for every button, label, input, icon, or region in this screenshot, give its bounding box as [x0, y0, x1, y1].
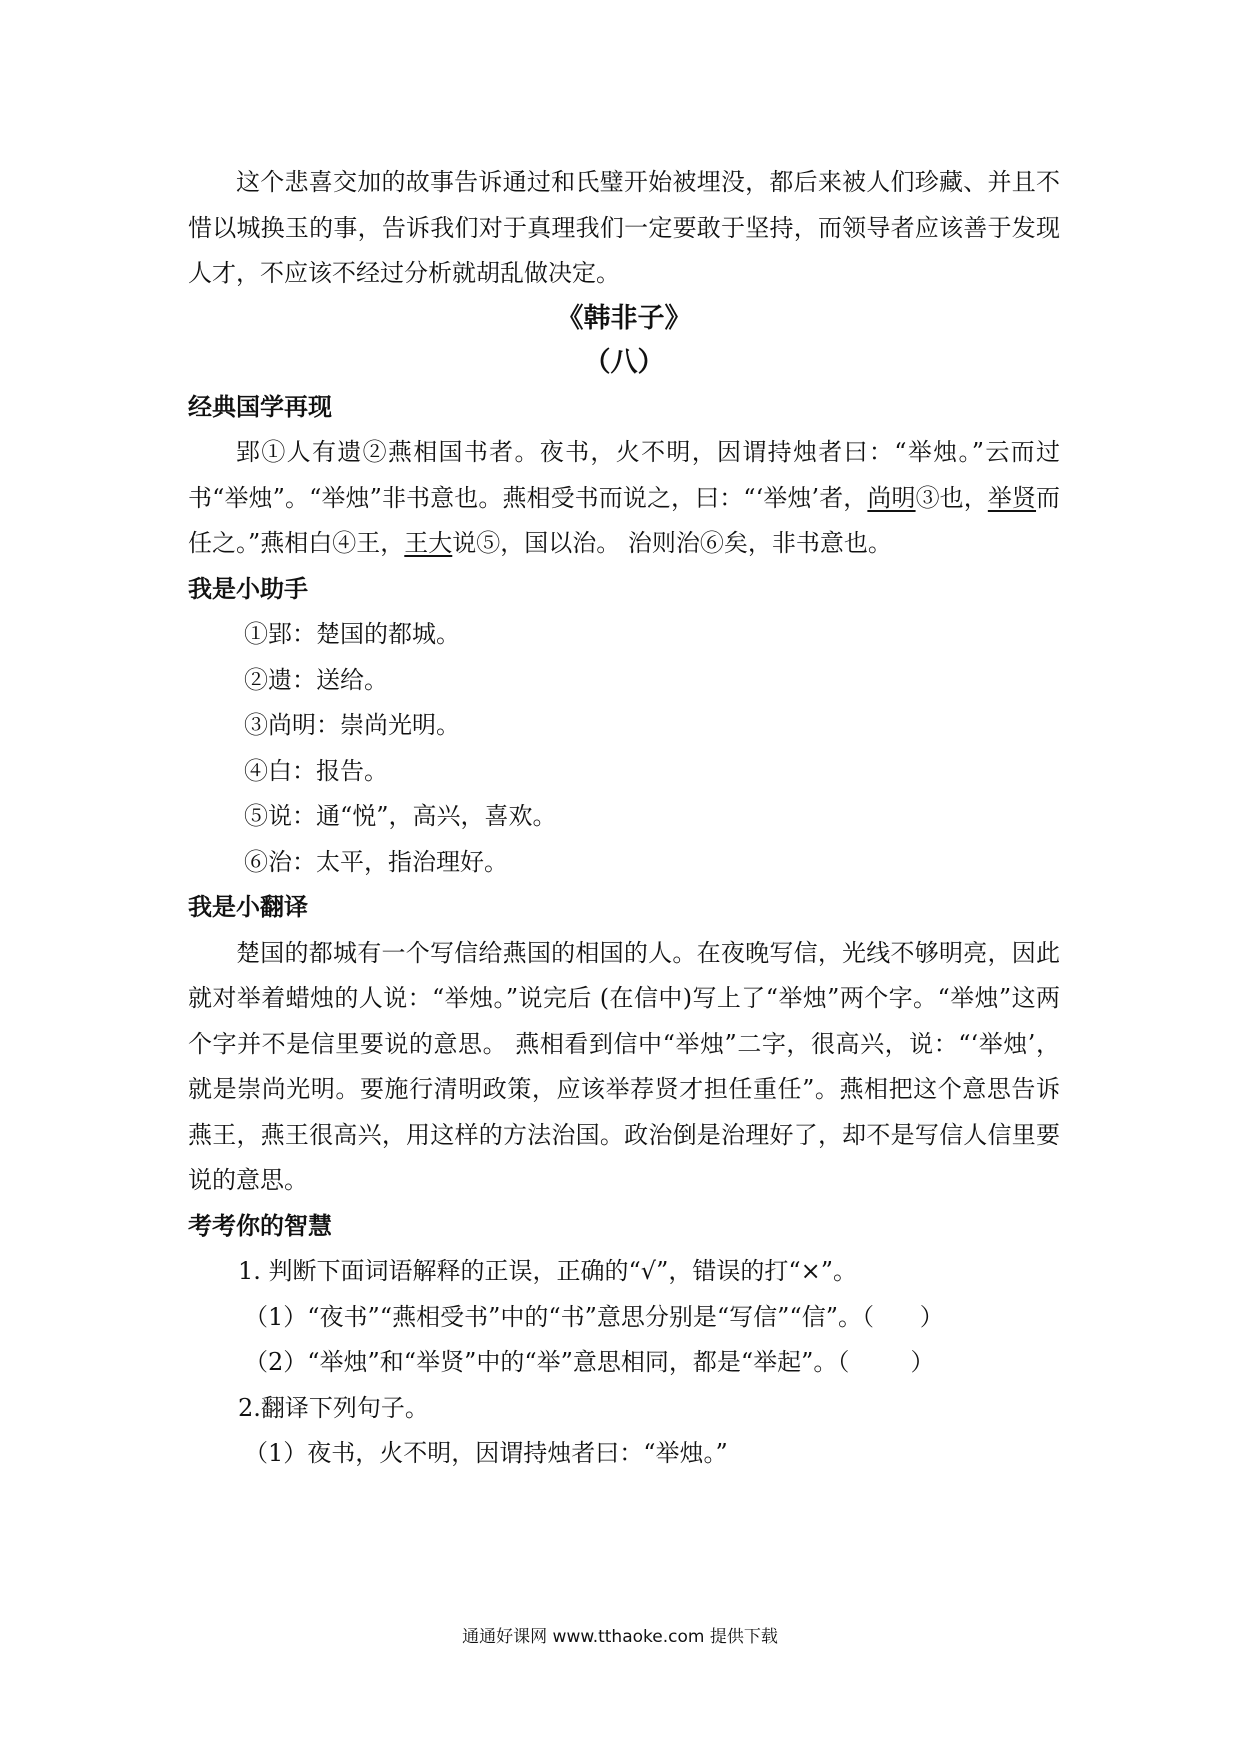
document-subtitle: （八） [583, 346, 665, 378]
quiz-question-1-2: （2）“举烛”和“举贤”中的“举”意思相同，都是“举起”。（ ） [244, 1348, 935, 1376]
underlined-term: 王大 [404, 529, 453, 557]
section-heading-classic: 经典国学再现 [188, 392, 332, 421]
underlined-term: 举贤 [987, 483, 1037, 512]
underlined-term: 尚明 [867, 483, 916, 512]
intro-paragraph: 这个悲喜交加的故事告诉通过和氏璧开始被埋没，都后来被人们珍藏、并且不惜以城换玉的事，告诉我们对于真理我们一定要敢于坚持，而领导者应该善于发现人才，不应该不经过分析就胡乱做决定。 [188, 168, 1060, 287]
section-heading-translation: 我是小翻译 [188, 893, 308, 921]
document-title: 《韩非子》 [556, 302, 692, 334]
note-item: ①郢：楚国的都城。 [244, 620, 460, 648]
note-item: ②遗：送给。 [244, 665, 388, 694]
page-footer: 通通好课网 www.tthaoke.com 提供下载 [462, 1627, 778, 1647]
quiz-question-2: 2.翻译下列句子。 [238, 1393, 429, 1422]
translation-paragraph: 楚国的都城有一个写信给燕国的相国的人。在夜晚写信，光线不够明亮，因此就对举着蜡烛的人说：“举烛。”说完后 (在信中)写上了“举烛”两个字。“举烛”这两个字并不是信里要说的意思。 燕相看到信中“举烛”二字，很高兴，说：“‘举烛’，就是崇尚光明。要施行清明政策，应该举荐贤才担任重任”。燕相把这个意思告诉燕王，燕王很高兴，用这样的方法治国。政治倒是治理好了，却不是写信人信里要说的意思。 [188, 938, 1060, 1194]
quiz-question-1: 1. 判断下面词语解释的正误，正确的“√”，错误的打“×”。 [238, 1257, 858, 1285]
section-heading-helper: 我是小助手 [188, 574, 308, 603]
note-item: ⑥治：太平，指治理好。 [244, 847, 508, 876]
quiz-question-2-1: （1）夜书，火不明，因谓持烛者曰：“举烛。” [244, 1439, 728, 1467]
note-item: ⑤说：通“悦”，高兴，喜欢。 [244, 802, 557, 830]
classic-text: 郢①人有遗②燕相国书者。夜书，火不明，因谓持烛者曰：“举烛。”云而过书“举烛”。“举烛”非书意也。燕相受书而说之，曰：“‘举烛’者，尚明③也，举贤而任之。”燕相白④王，王大说⑤，国以治。 治则治⑥矣，非书意也。 [188, 438, 1061, 557]
document-body [188, 160, 1060, 1477]
quiz-question-1-1: （1）“夜书”“燕相受书”中的“书”意思分别是“写信”“信”。（ ） [244, 1302, 944, 1331]
note-item: ④白：报告。 [244, 756, 388, 785]
section-heading-quiz: 考考你的智慧 [188, 1211, 332, 1240]
note-item: ③尚明：崇尚光明。 [244, 711, 460, 739]
